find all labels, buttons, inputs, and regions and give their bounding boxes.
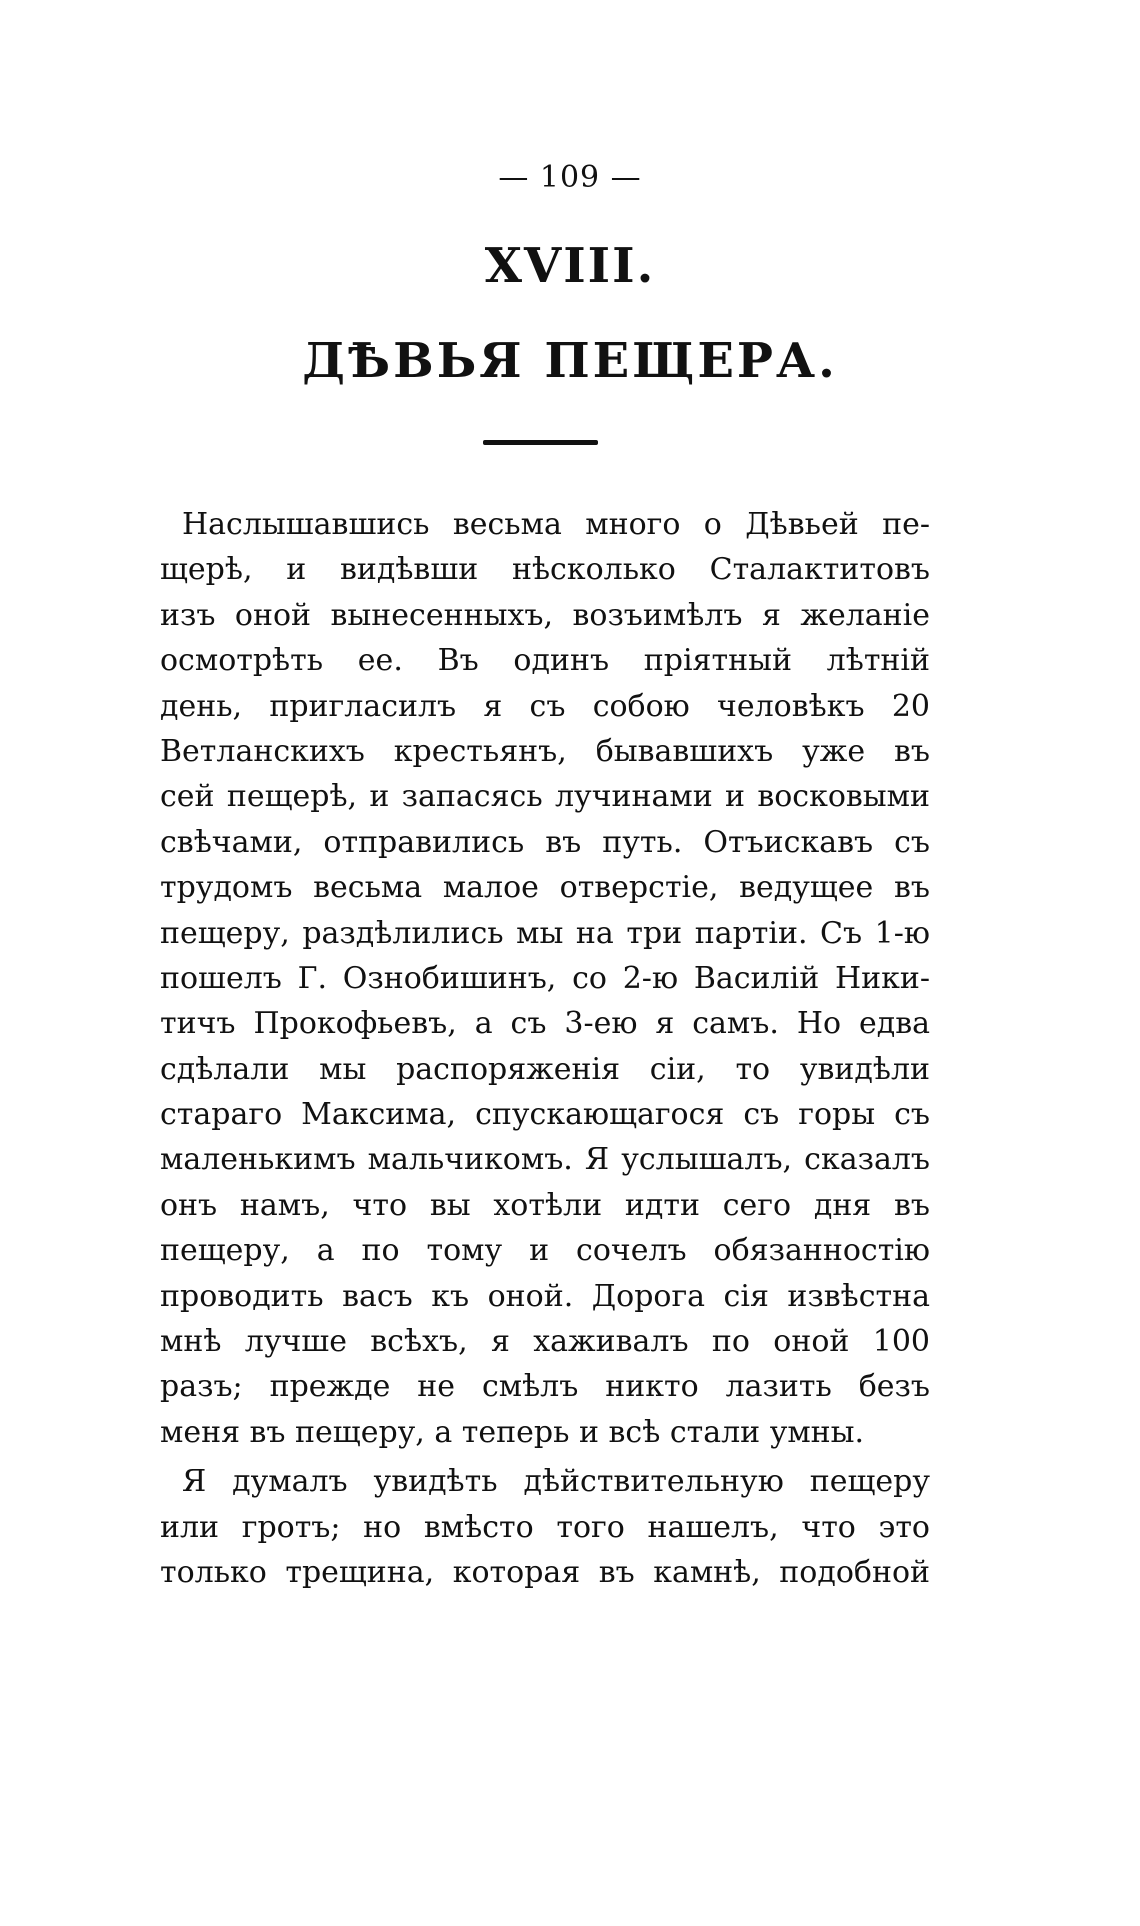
title-rule [483,440,598,445]
chapter-number: XVIII. [484,238,656,294]
text-line: Ветланскихъ крестьянъ, бывавшихъ уже въ [160,733,930,769]
text-line: меня въ пещеру, а теперь и всѣ стали умны. [160,1414,865,1450]
text-line: или гротъ; но вмѣсто того нашелъ, что это [160,1509,930,1545]
chapter-title: ДѢВЬЯ ПЕЩЕРА. [302,333,838,389]
text-line: пещеру, раздѣлились мы на три партіи. Съ 1-ю [160,915,930,951]
text-line: Наслышавшись весьма много о Дѣвьей пе- [182,507,930,542]
text-line: проводить васъ къ оной. Дорога сія извѣстна [160,1278,930,1314]
text-line: сей пещерѣ, и запасясь лучинами и восковыми [160,779,930,815]
text-line: изъ оной вынесенныхъ, возъимѣлъ я желаніе [160,597,930,633]
text-line: свѣчами, отправились въ путь. Отъискавъ съ [160,824,930,860]
text-line: сдѣлали мы распоряженія сіи, то увидѣли [160,1051,930,1087]
text-line: пещеру, а по тому и сочелъ обязанностію [160,1233,930,1269]
page-number: — 109 — [498,160,642,195]
paragraph-2 [160,1459,930,1595]
text-line: осмотрѣть ее. Въ одинъ пріятный лѣтній [160,643,930,679]
text-line: маленькимъ мальчикомъ. Я услышалъ, сказалъ [160,1142,930,1178]
text-line: только трещина, которая въ камнѣ, подобной [160,1554,930,1590]
text-line: щерѣ, и видѣвши нѣсколько Сталактитовъ [160,552,930,588]
chapter-body [160,502,930,1595]
text-line: Я думалъ увидѣть дѣйствительную пещеру [182,1464,930,1500]
text-line: трудомъ весьма малое отверстіе, ведущее въ [160,870,930,906]
text-line: мнѣ лучше всѣхъ, я хаживалъ по оной 100 [160,1324,930,1360]
text-line: день, пригласилъ я съ собою человѣкъ 20 [160,688,930,724]
text-line: онъ намъ, что вы хотѣли идти сего дня въ [160,1187,930,1223]
text-line: тичъ Прокофьевъ, а съ 3-ею я самъ. Но едва [160,1006,930,1042]
text-line: пошелъ Г. Ознобишинъ, со 2-ю Василій Ники- [160,960,930,996]
paragraph-1 [160,502,930,1455]
text-line: разъ; прежде не смѣлъ никто лазить безъ [160,1369,930,1405]
text-line: стараго Максима, спускающагося съ горы съ [160,1097,930,1133]
